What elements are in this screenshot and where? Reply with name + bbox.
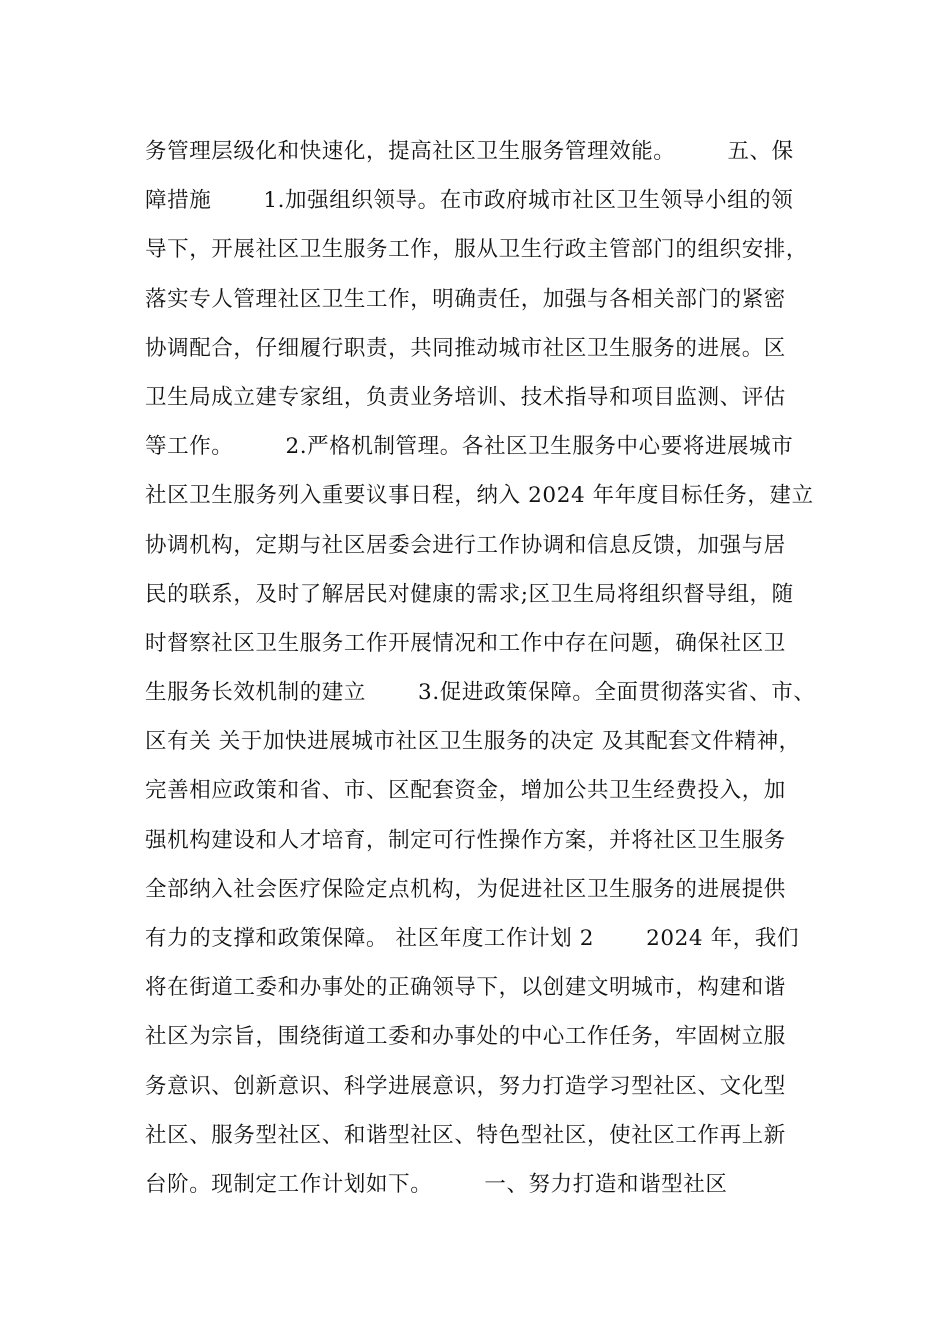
text-line: 协调机构，定期与社区居委会进行工作协调和信息反馈，加强与居 bbox=[145, 532, 786, 558]
text-line: 完善相应政策和省、市、区配套资金，增加公共卫生经费投入，加 bbox=[145, 778, 786, 804]
text-line: 社区、服务型社区、和谐型社区、特色型社区，使社区工作再上新 bbox=[145, 1122, 786, 1148]
text-line: 务意识、创新意识、科学进展意识，努力打造学习型社区、文化型 bbox=[145, 1073, 786, 1099]
text-line: 社区卫生服务列入重要议事日程，纳入 2024 年年度目标任务，建立 bbox=[145, 483, 814, 509]
text-line: 时督察社区卫生服务工作开展情况和工作中存在问题，确保社区卫 bbox=[145, 630, 786, 656]
text-line: 将在街道工委和办事处的正确领导下，以创建文明城市，构建和谐 bbox=[145, 975, 786, 1001]
text-line: 卫生局成立建专家组，负责业务培训、技术指导和项目监测、评估 bbox=[145, 384, 786, 410]
text-line: 台阶。现制定工作计划如下。 一、努力打造和谐型社区 bbox=[145, 1171, 728, 1197]
text-line: 全部纳入社会医疗保险定点机构，为促进社区卫生服务的进展提供 bbox=[145, 876, 786, 902]
text-line: 区有关 关于加快进展城市社区卫生服务的决定 及其配套文件精神， bbox=[145, 729, 801, 755]
body-text bbox=[145, 131, 825, 1213]
text-line: 强机构建设和人才培育，制定可行性操作方案，并将社区卫生服务 bbox=[145, 827, 786, 853]
text-line: 有力的支撑和政策保障。 社区年度工作计划 2 2024 年，我们 bbox=[145, 926, 800, 951]
text-line: 协调配合，仔细履行职责，共同推动城市社区卫生服务的进展。区 bbox=[145, 335, 786, 361]
text-line: 务管理层级化和快速化，提高社区卫生服务管理效能。 五、保 bbox=[145, 139, 794, 164]
text-line: 导下，开展社区卫生服务工作，服从卫生行政主管部门的组织安排， bbox=[145, 237, 809, 263]
text-line: 落实专人管理社区卫生工作，明确责任，加强与各相关部门的紧密 bbox=[145, 286, 786, 312]
text-line: 等工作。 2.严格机制管理。各社区卫生服务中心要将进展城市 bbox=[145, 434, 794, 460]
text-line: 社区为宗旨，围绕街道工委和办事处的中心工作任务，牢固树立服 bbox=[145, 1024, 786, 1050]
text-line: 民的联系，及时了解居民对健康的需求;区卫生局将组织督导组，随 bbox=[145, 581, 794, 607]
text-line: 障措施 1.加强组织领导。在市政府城市社区卫生领导小组的领 bbox=[145, 188, 794, 214]
text-line: 生服务长效机制的建立 3.促进政策保障。全面贯彻落实省、市、 bbox=[145, 680, 816, 706]
